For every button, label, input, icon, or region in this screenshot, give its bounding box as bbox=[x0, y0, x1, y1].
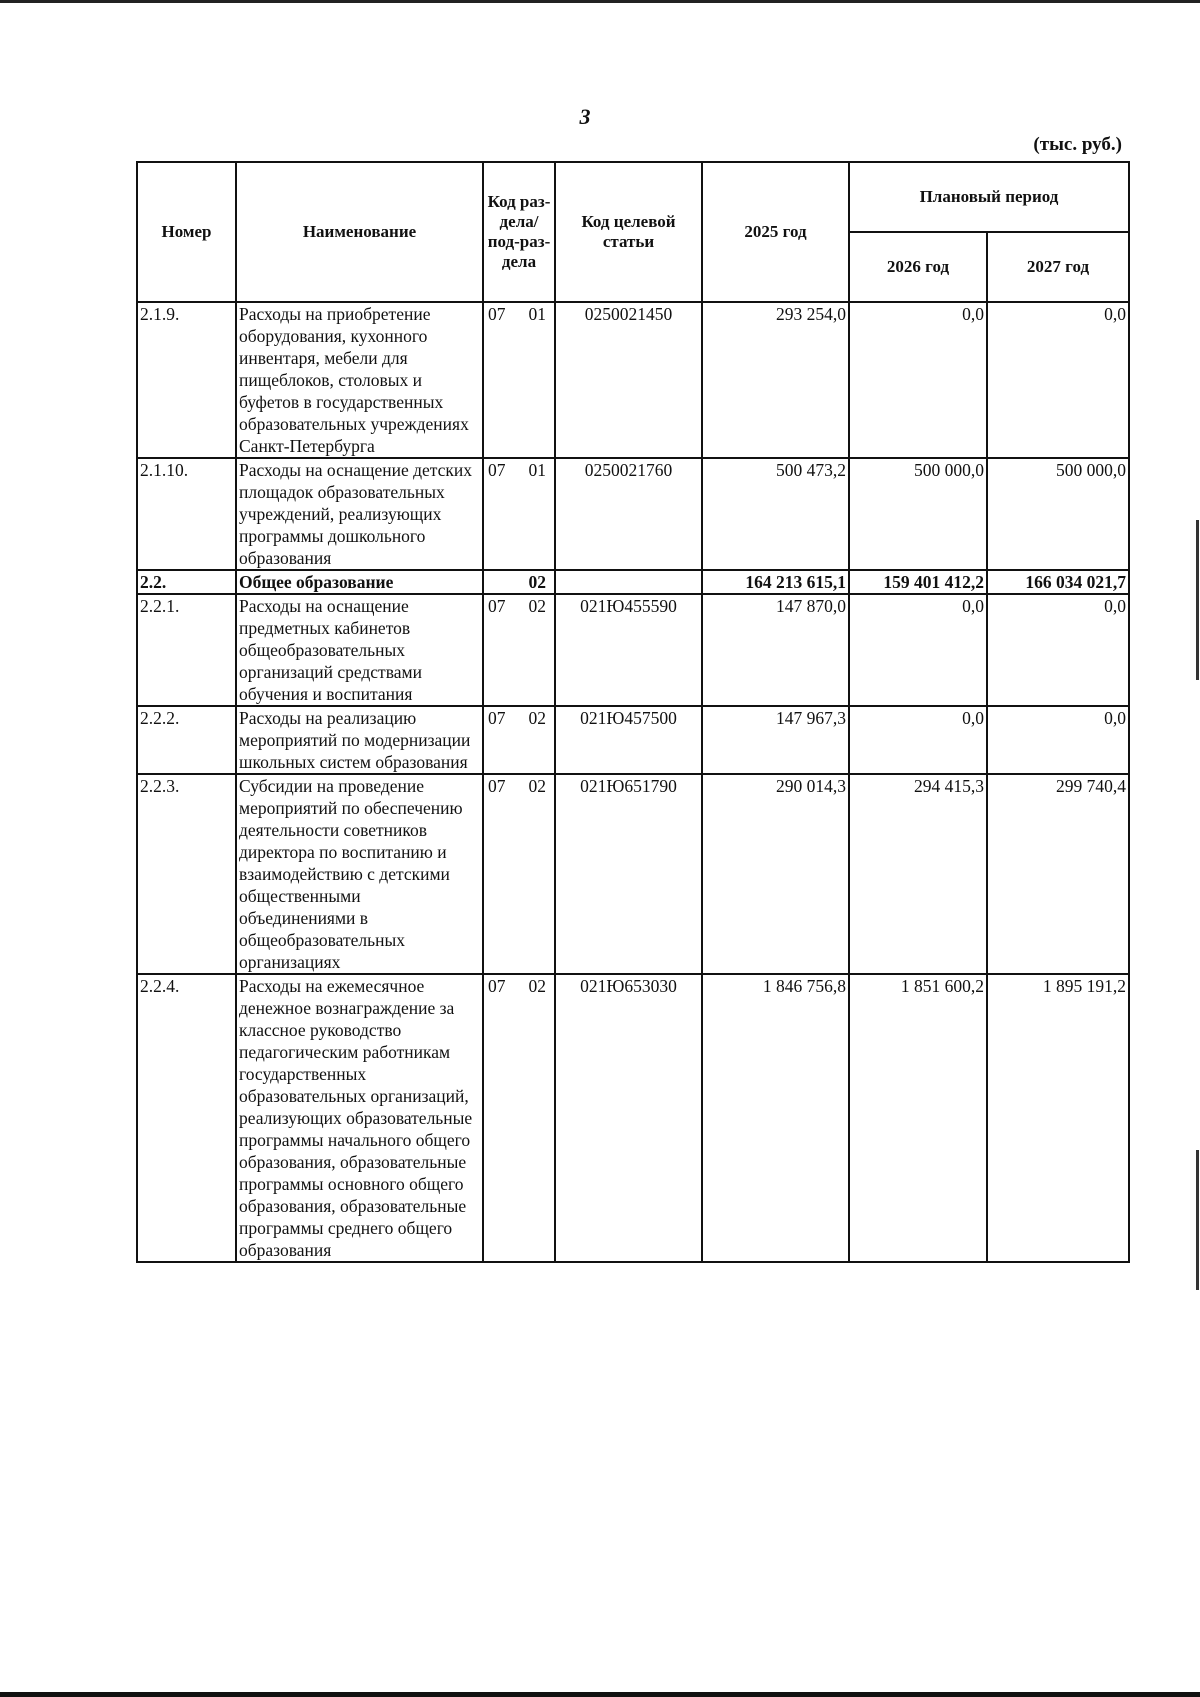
row-amount-2027: 1 895 191,2 bbox=[987, 974, 1129, 1262]
page-number: 3 bbox=[579, 104, 591, 129]
row-target-code: 021Ю651790 bbox=[555, 774, 702, 974]
scan-edge-right bbox=[1196, 520, 1199, 680]
header-target-code: Код целевой статьи bbox=[555, 162, 702, 302]
row-section-code bbox=[483, 570, 555, 594]
row-section-code bbox=[483, 706, 555, 774]
row-amount-2027: 0,0 bbox=[987, 302, 1129, 458]
header-year-2027: 2027 год bbox=[987, 232, 1129, 302]
row-amount-2025: 147 870,0 bbox=[702, 594, 849, 706]
row-subsection: 02 bbox=[528, 572, 546, 592]
row-section-code bbox=[483, 302, 555, 458]
row-subsection: 02 bbox=[528, 596, 546, 616]
row-target-code bbox=[555, 570, 702, 594]
row-section-code bbox=[483, 458, 555, 570]
row-amount-2026: 0,0 bbox=[849, 594, 987, 706]
row-amount-2027: 0,0 bbox=[987, 594, 1129, 706]
row-name: Расходы на оснащение предметных кабинетов общеобразовательных организаций средствами обучения и воспитания bbox=[236, 594, 483, 706]
row-target-code: 021Ю653030 bbox=[555, 974, 702, 1262]
row-amount-2025: 500 473,2 bbox=[702, 458, 849, 570]
row-name: Расходы на реализацию мероприятий по модернизации школьных систем образования bbox=[236, 706, 483, 774]
row-target-code: 0250021450 bbox=[555, 302, 702, 458]
row-name: Расходы на ежемесячное денежное вознаграждение за классное руководство педагогическим работникам государственных образовательных организаций, реализующих образовательные программы начального общего образования, образовательные программы основного общего образования, образовательные программы среднего общего образования bbox=[236, 974, 483, 1262]
scan-edge-bottom bbox=[0, 1692, 1200, 1697]
row-amount-2027: 500 000,0 bbox=[987, 458, 1129, 570]
row-amount-2025: 293 254,0 bbox=[702, 302, 849, 458]
row-section-code bbox=[483, 974, 555, 1262]
row-amount-2026: 500 000,0 bbox=[849, 458, 987, 570]
row-section: 07 bbox=[488, 776, 506, 796]
row-number: 2.1.9. bbox=[137, 302, 236, 458]
table-row bbox=[137, 774, 1129, 974]
row-target-code: 021Ю455590 bbox=[555, 594, 702, 706]
row-subsection: 02 bbox=[528, 708, 546, 728]
header-section-code: Код раз-дела/ под-раз-дела bbox=[483, 162, 555, 302]
row-amount-2025: 290 014,3 bbox=[702, 774, 849, 974]
row-subsection: 02 bbox=[528, 776, 546, 796]
row-subsection: 02 bbox=[528, 976, 546, 996]
row-amount-2025: 164 213 615,1 bbox=[702, 570, 849, 594]
row-amount-2026: 159 401 412,2 bbox=[849, 570, 987, 594]
table-row bbox=[137, 974, 1129, 1262]
scan-edge-right bbox=[1196, 1150, 1199, 1290]
row-name: Общее образование bbox=[236, 570, 483, 594]
row-section-code bbox=[483, 774, 555, 974]
budget-table bbox=[136, 161, 1130, 1263]
row-amount-2025: 1 846 756,8 bbox=[702, 974, 849, 1262]
row-section: 07 bbox=[488, 976, 506, 996]
row-number: 2.1.10. bbox=[137, 458, 236, 570]
table-row bbox=[137, 706, 1129, 774]
row-subsection: 01 bbox=[528, 460, 546, 480]
row-section: 07 bbox=[488, 596, 506, 616]
row-section: 07 bbox=[488, 304, 506, 324]
header-name: Наименование bbox=[236, 162, 483, 302]
header-number: Номер bbox=[137, 162, 236, 302]
row-number: 2.2.1. bbox=[137, 594, 236, 706]
row-amount-2026: 0,0 bbox=[849, 706, 987, 774]
row-subsection: 01 bbox=[528, 304, 546, 324]
row-number: 2.2.4. bbox=[137, 974, 236, 1262]
header-year-2025: 2025 год bbox=[702, 162, 849, 302]
scan-edge-top bbox=[0, 0, 1200, 3]
row-target-code: 021Ю457500 bbox=[555, 706, 702, 774]
table-row bbox=[137, 302, 1129, 458]
header-planned-period: Плановый период bbox=[849, 162, 1129, 232]
row-amount-2026: 0,0 bbox=[849, 302, 987, 458]
row-number: 2.2.3. bbox=[137, 774, 236, 974]
row-section: 07 bbox=[488, 460, 506, 480]
row-name: Субсидии на проведение мероприятий по обеспечению деятельности советников директора по воспитанию и взаимодействию с детскими общественными объединениями в общеобразовательных организациях bbox=[236, 774, 483, 974]
row-name: Расходы на оснащение детских площадок образовательных учреждений, реализующих программы дошкольного образования bbox=[236, 458, 483, 570]
row-section-code bbox=[483, 594, 555, 706]
row-amount-2027: 166 034 021,7 bbox=[987, 570, 1129, 594]
row-amount-2026: 1 851 600,2 bbox=[849, 974, 987, 1262]
header-year-2026: 2026 год bbox=[849, 232, 987, 302]
table-body bbox=[137, 302, 1129, 1262]
row-section: 07 bbox=[488, 708, 506, 728]
table-row bbox=[137, 570, 1129, 594]
table-row bbox=[137, 458, 1129, 570]
units-label: (тыс. руб.) bbox=[1033, 134, 1122, 155]
row-name: Расходы на приобретение оборудования, кухонного инвентаря, мебели для пищеблоков, столовых и буфетов в государственных образовательных учреждениях Санкт-Петербурга bbox=[236, 302, 483, 458]
row-amount-2027: 0,0 bbox=[987, 706, 1129, 774]
row-number: 2.2.2. bbox=[137, 706, 236, 774]
row-number: 2.2. bbox=[137, 570, 236, 594]
row-amount-2027: 299 740,4 bbox=[987, 774, 1129, 974]
row-amount-2026: 294 415,3 bbox=[849, 774, 987, 974]
row-amount-2025: 147 967,3 bbox=[702, 706, 849, 774]
table-row bbox=[137, 594, 1129, 706]
row-target-code: 0250021760 bbox=[555, 458, 702, 570]
